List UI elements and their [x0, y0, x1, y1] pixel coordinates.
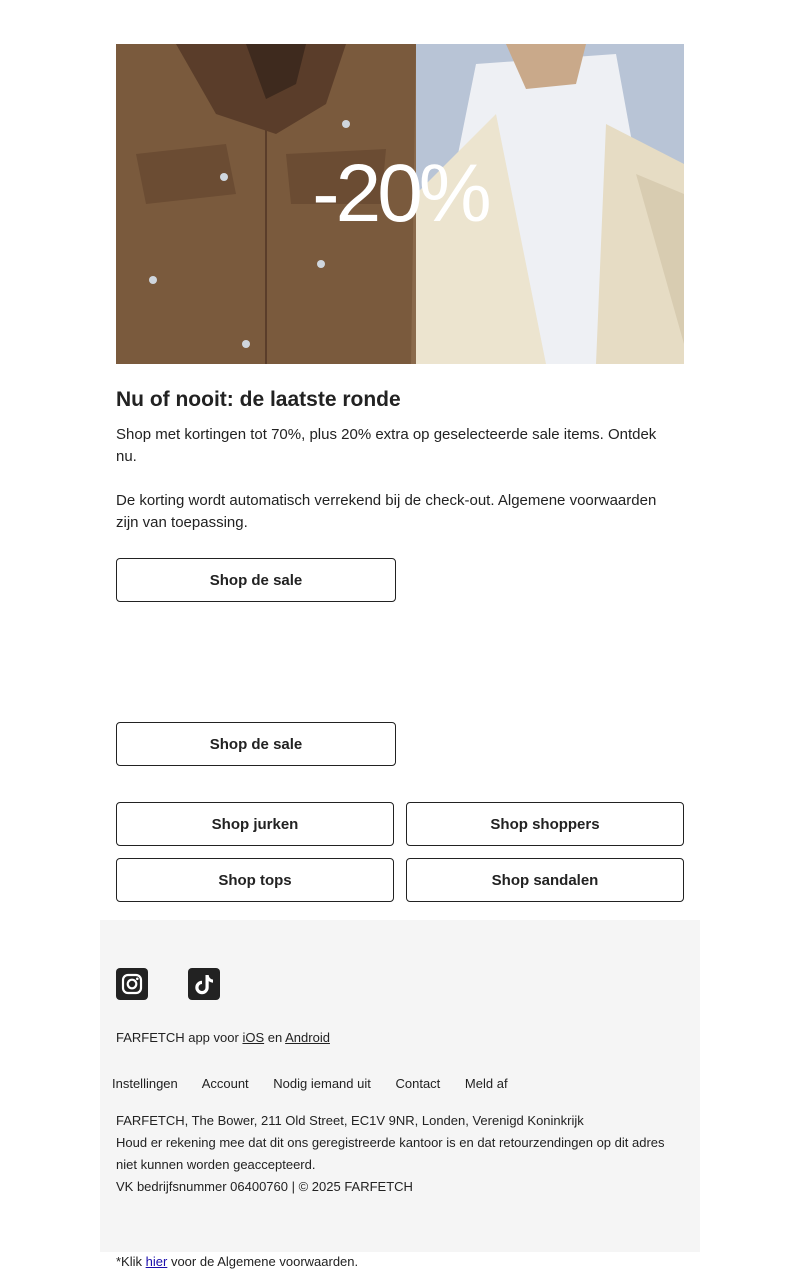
footer-links	[112, 1076, 529, 1091]
instagram-icon[interactable]	[116, 968, 148, 1000]
app-download-line	[116, 1030, 330, 1045]
terms-line	[116, 1254, 358, 1269]
tiktok-icon[interactable]	[188, 968, 220, 1000]
shop-dresses-button[interactable]: Shop jurken	[116, 802, 394, 846]
company-registration: VK bedrijfsnummer 06400760 | © 2025 FARFETCH	[116, 1179, 413, 1194]
shop-sandals-button[interactable]: Shop sandalen	[406, 858, 684, 902]
terms-suffix: voor de Algemene voorwaarden.	[170, 1254, 359, 1269]
ios-link[interactable]: iOS	[242, 1030, 265, 1045]
promo-discount: -20%	[312, 148, 488, 239]
company-info	[116, 1110, 686, 1198]
app-and: en	[267, 1030, 283, 1045]
returns-notice: Houd er rekening mee dat dit ons geregistreerde kantoor is en dat retourzendingen op dit adres niet kunnen worden geaccepteerd.	[116, 1135, 665, 1172]
invite-link[interactable]: Nodig iemand uit	[273, 1076, 371, 1091]
shop-shoppers-button[interactable]: Shop shoppers	[406, 802, 684, 846]
footer	[100, 920, 700, 1252]
account-link[interactable]: Account	[201, 1076, 249, 1091]
terms-prefix: *Klik	[116, 1254, 143, 1269]
app-prefix: FARFETCH app voor	[116, 1030, 239, 1045]
headline: Nu of nooit: de laatste ronde	[116, 388, 401, 411]
shop-tops-button[interactable]: Shop tops	[116, 858, 394, 902]
settings-link[interactable]: Instellingen	[112, 1076, 178, 1091]
unsubscribe-link[interactable]: Meld af	[464, 1076, 508, 1091]
discount-terms-note: De korting wordt automatisch verrekend bij de check-out. Algemene voorwaarden zijn van toepassing.	[116, 492, 657, 531]
promo-description: Shop met kortingen tot 70%, plus 20% extra op geselecteerde sale items. Ontdek nu.	[116, 426, 657, 465]
contact-link[interactable]: Contact	[395, 1076, 441, 1091]
android-link[interactable]: Android	[285, 1030, 330, 1045]
shop-sale-button-secondary[interactable]: Shop de sale	[116, 722, 396, 766]
shop-sale-button[interactable]: Shop de sale	[116, 558, 396, 602]
terms-link[interactable]: hier	[145, 1254, 168, 1269]
hero-banner[interactable]	[116, 44, 684, 364]
company-address: FARFETCH, The Bower, 211 Old Street, EC1V 9NR, Londen, Verenigd Koninkrijk	[116, 1113, 584, 1128]
